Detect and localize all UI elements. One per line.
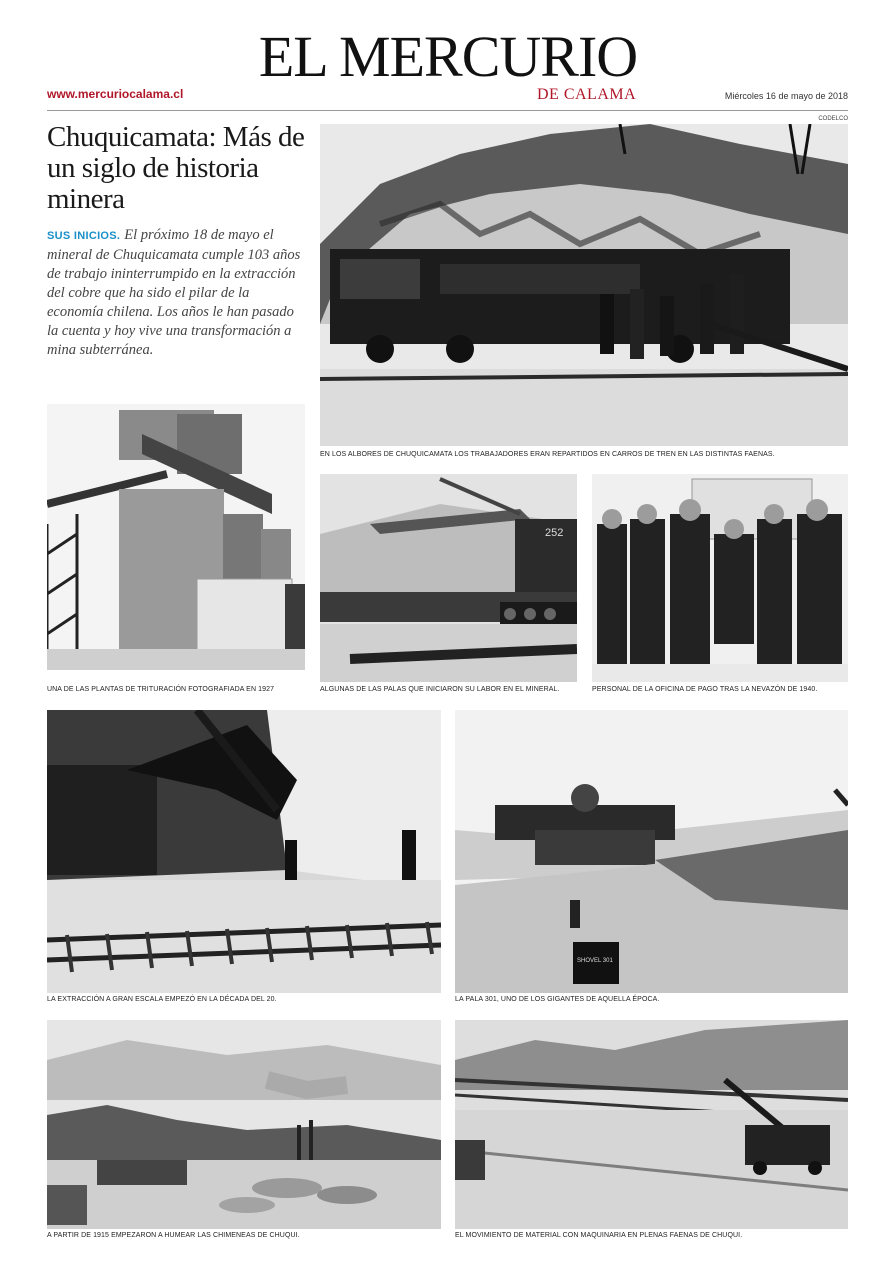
website-link[interactable]: www.mercuriocalama.cl: [47, 87, 184, 101]
newspaper-edition: DE CALAMA: [537, 86, 637, 103]
photo-caption: EL MOVIMIENTO DE MATERIAL CON MAQUINARIA EN PLENAS FAENAS DE CHUQUI.: [455, 1232, 743, 1239]
photo-caption: ALGUNAS DE LAS PALAS QUE INICIARON SU LABOR EN EL MINERAL.: [320, 686, 560, 693]
photo-caption: A PARTIR DE 1915 EMPEZARON A HUMEAR LAS CHIMENEAS DE CHUQUI.: [47, 1232, 300, 1239]
photo-caption: PERSONAL DE LA OFICINA DE PAGO TRAS LA NEVAZÓN DE 1940.: [592, 686, 818, 693]
shovel-sign: SHOVEL 301: [577, 958, 613, 964]
photo-extraction: [47, 710, 441, 993]
photo-crushing-plant: [47, 404, 305, 670]
photo-material-movement: [455, 1020, 848, 1229]
photo-caption: EN LOS ALBORES DE CHUQUICAMATA LOS TRABAJADORES ERAN REPARTIDOS EN CARROS DE TREN EN LAS DISTINTAS FAENAS.: [320, 451, 775, 458]
photo-caption: UNA DE LAS PLANTAS DE TRITURACIÓN FOTOGRAFIADA EN 1927: [47, 686, 275, 693]
article-headline: Chuquicamata: Más de un siglo de historia minera: [47, 121, 305, 215]
newspaper-masthead: EL MERCURIO: [258, 24, 638, 89]
shovel-number: 252: [545, 527, 564, 539]
photo-office-staff: [592, 474, 848, 682]
photo-caption: LA PALA 301, UNO DE LOS GIGANTES DE AQUELLA ÉPOCA.: [455, 996, 660, 1003]
article-kicker: SUS INICIOS.: [47, 230, 121, 242]
article-lead-text: El próximo 18 de mayo el mineral de Chuquicamata cumple 103 años de trabajo ininterrumpido en la extracción del cobre que ha sido el pilar de la economía chilena. Los años le han pasado la cuenta y hoy vive una transformación a mina subterránea.: [47, 227, 301, 358]
masthead-divider: [47, 110, 848, 111]
photo-credit: CODELCO: [818, 116, 848, 122]
issue-date: Miércoles 16 de mayo de 2018: [724, 91, 848, 101]
article-lead: [47, 226, 302, 360]
photo-shovels: [320, 474, 577, 682]
photo-chimneys: [47, 1020, 441, 1229]
photo-train-cars: [320, 124, 848, 446]
photo-caption: LA EXTRACCIÓN A GRAN ESCALA EMPEZÓ EN LA DÉCADA DEL 20.: [47, 996, 277, 1003]
photo-shovel-301: [455, 710, 848, 993]
